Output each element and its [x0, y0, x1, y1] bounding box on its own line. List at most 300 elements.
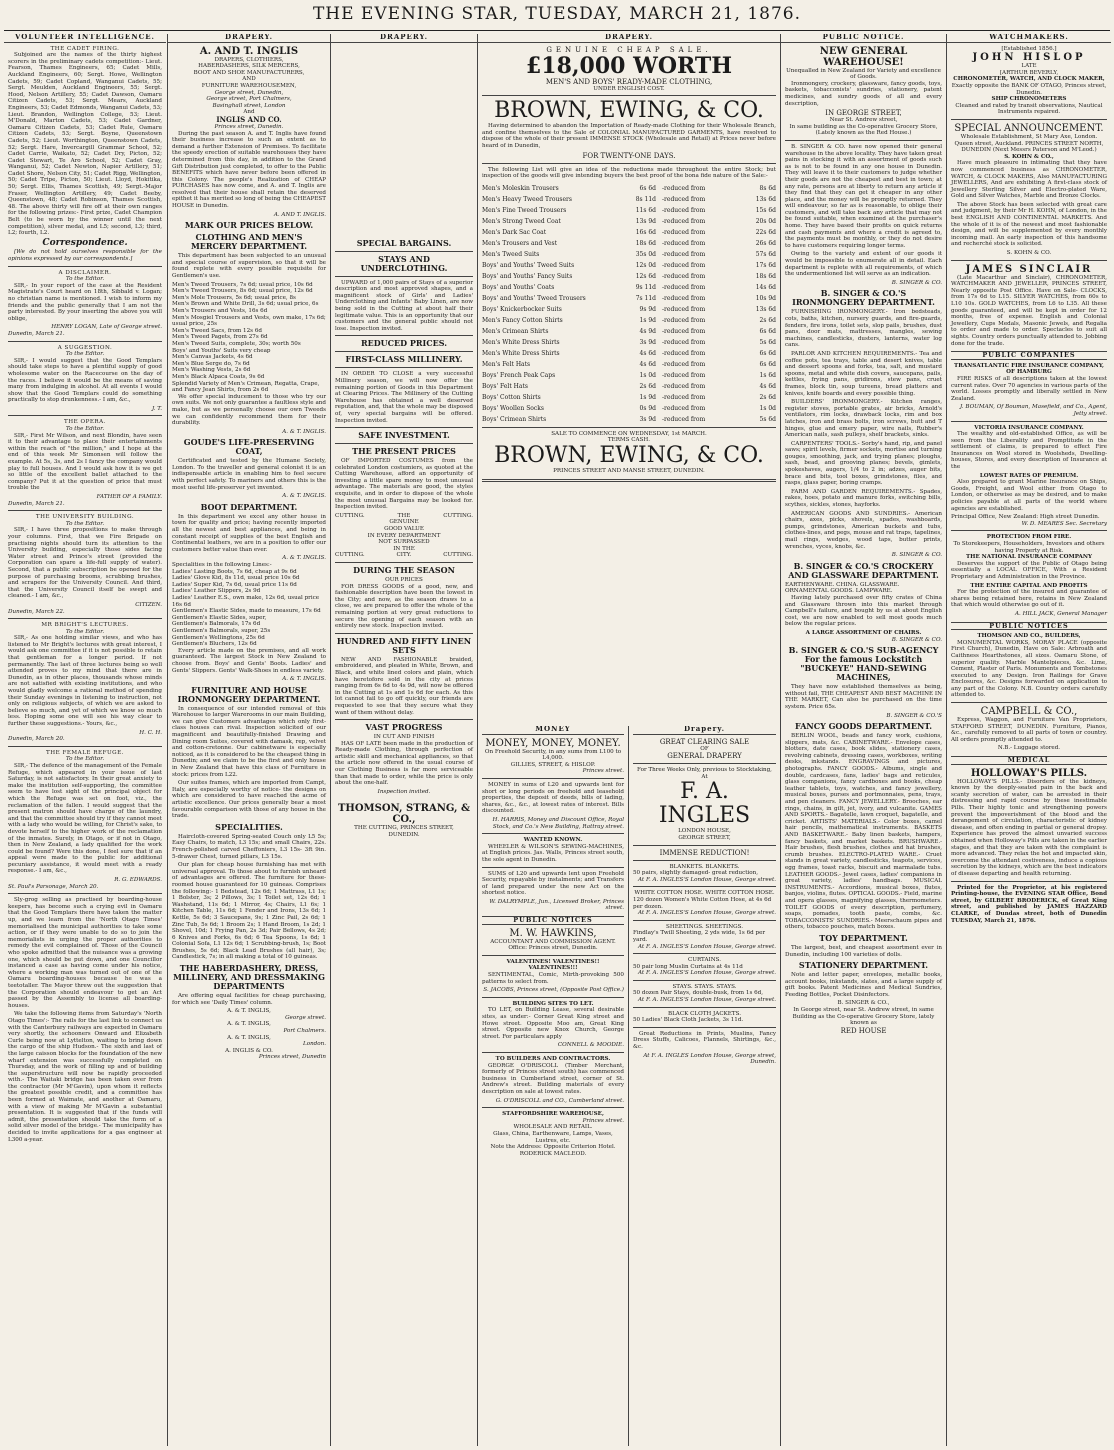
- ad-signature: B. SINGER & CO.: [891, 636, 942, 643]
- letter-text: SIR,- First Mr Wilson, and next Blondin, have seen it to their advantage to place their entertainments within the reach of "the million," and I hope at the end of this week Mr Simonsen will follow the example. At 5s, 3s, and 2s I fancy the company would play to full houses. And I would ask how it is we get so little of the excellent ballet attached to the company? Put it at the question of price that must trouble the: [8, 432, 162, 492]
- ad-signature: B. SINGER & CO.: [891, 279, 942, 286]
- price-item: Boys' and Youths' Coats: [482, 284, 555, 292]
- ad-text: In this department we excel any other house in town for quality and price; having recently imported all the newest and best appliances, and being in constant receipt of supplies of the best English and Continental leathers, we are in a position to offer our customers better value than ever.: [172, 513, 326, 553]
- ad-subhead: THE HABERDASHERY, DRESS, MILLINERY, AND DRESSMAKING DEPARTMENTS: [173, 963, 325, 992]
- ad-subhead: B. SINGER & CO.'S CROCKERY AND GLASSWARE DEPARTMENT.: [788, 560, 939, 580]
- reduced-label: -reduced from: [662, 306, 706, 314]
- ad-line: [Established 1856.]: [1001, 45, 1057, 52]
- divider: [482, 427, 776, 428]
- ad-text: PARLOR AND KITCHEN REQUIREMENTS.- Tea and coffee pots, tea trays, table and desert knives, table and dessert spoons and forks, tea, salt, and mustard spoons, metal and white dish covers, saucepans, pails, kettles, frying pans, gridirons, stew pans, cruet frames, block tin, soup tureens, bread platters and knives, knife boards and every possible thing.: [785, 350, 942, 397]
- price-item: Boys' and Youths' Tweed Suits: [482, 262, 575, 270]
- ad-title: GENUINE CHEAP SALE.: [546, 45, 712, 54]
- divider: [951, 421, 1107, 422]
- price-row: [482, 292, 776, 303]
- letter-to: To the Editor.: [65, 426, 105, 433]
- ad-subhead: TOY DEPARTMENT.: [819, 932, 908, 943]
- ad-text: Every article made on the premises, and all work guaranteed. The largest Stock in New Zealand to choose from. Boys' and Gents' Boots. Ladies' and Gents' Slippers. Gents' Walk-Shoes in endless variety.: [172, 647, 326, 674]
- price-sale: 3s 9d: [639, 339, 657, 347]
- ad-text: TO LET, on Building Lease, several desirable sites, as under:- Corner Great King street and Howe street. Opposite Moo am, Great King street. Opposite new Knox Church, George street. For particulars apply: [482, 1007, 624, 1040]
- ad-text: Certificated and tested by the Humane Society, London. To the traveller and general colonist it is an indispensable article in enabling him to feel secure with perfect safety. To mariners and others this is the most useful life-preserver yet invented.: [172, 458, 326, 491]
- column-heading: DRAPERY.: [331, 34, 477, 43]
- letter-text: SIR,- I would suggest that the Good Templars should take steps to have a plentiful supply of good wholesome water on the Racecourse on the day of the races. I believe it would be the means of saving many from indulging in alcohol. At all events I would show that the Good Templars could do something practically to stop drunkenness.- I am, &c.,: [8, 357, 162, 404]
- ad-text: AMERICAN GOODS AND SUNDRIES.- American chairs, axes, picks, shovels, spades, washboards, pumps, grindstones, American buckets and tubs, clothes-lines, and pegs, mouse and rat traps, tapelines, mail rings, wedges, wood taps, butter prints, wrenches, vyces, knobs, &c.: [785, 510, 942, 550]
- divider: [8, 618, 162, 619]
- ad-line: FURNITURE WAREHOUSEMEN,: [201, 82, 297, 89]
- ad-text: Express, Waggon, and Furniture Van Proprietors, STAFFORD STREET, DUNEDIN. Furniture, Pianos, &c., carefully removed to all parts of town or country. All orders promptly attended to.: [951, 717, 1107, 743]
- ad-title: BLANKETS. BLANKETS.: [669, 863, 740, 870]
- price-line: Men's Tweed Sacs, from 12s 6d: [172, 327, 262, 334]
- ad-text: BERLIN WOOL, beads and fancy work, cushions, slippers, mats, &c. CABINETWARE.- Envelope cases, blotters, date cases, book slides, stationery cases, revolving cabinets, dressing cases, workboxes, writing desks, inkstands. ENGRAVINGS and pictures, photographs. FANCY GOODS.- Albums, single and double, cardcases, fans, ladies' bags and reticules, glass companions, fancy cardboxes and books, cheap leather tablets, toys, watches, and fancy jewellery, musical boxes, purses and portmonnaies, pens, trays, and pen cleaners. FANCY JEWELLERY.- Brooches, ear rings, chains, in gilt, jet, ivory, and vulcanite. GAMES AND SPORTS.- Bagatelle, lawn croquet, bagatelle, and cricket. ARTISTS' MATERIALS.- Color boxes, camel hair pencils, mathematical instruments. BASKETS AND BASKETWARE.- Baby linen baskets, hampers, fancy baskets, and market baskets. BRUSHWARE.- Hair brushes, flesh brushes, clothes and hat brushes, crumb brushes. ELECTRO-PLATED WARE.- Cruet stands in great variety, candlesticks, teapots, services, egg frames, toast racks, biscuit and marmalade tubs. LEATHER GOODS.- Jewel cases, ladies' companions in great variety, ladies' handbags. MUSICAL INSTRUMENTS.- Accordions, musical boxes, flutes, banjos, violins, flutes. OPTICAL GOODS.- Field, marine and opera glasses, magnifying glasses, thermometers. TOILET GOODS of every description, perfumery, soaps, pomades, tooth paste, combs, &c. TOBACCONISTS' SUNDRIES.- Meerschaum pipes and others, tobacco pouches, match boxes.: [785, 733, 942, 931]
- price-sale: 6s 6d: [639, 185, 657, 193]
- reduced-label: -reduced from: [662, 273, 706, 281]
- ad-line: (Lately known as the Red House.): [815, 130, 912, 137]
- divider: [8, 341, 162, 342]
- ad-title: STAYS. STAYS. STAYS.: [672, 983, 737, 990]
- ad-text: FURNISHING IRONMONGERY.- Iron bedsteads, cots, baths, kitchen, nursery guards, and fire-guards, fenders, fire irons, toilet sets, slop pails, brushes, dust pans, door mats, mattresses, mangles, sewing machines, candlesticks, dusters, lanterns, water log cans.: [785, 309, 942, 349]
- letter-title: A SUGGESTION.: [57, 344, 113, 351]
- banner-word: CITY.: [396, 552, 412, 559]
- ad-text: This department has been subjected to an unusual and special course of supervision, so that it will be found replete with every possible requisite for Gentlemen's use.: [172, 253, 326, 280]
- ad-signature: B. SINGER & CO.'S: [886, 712, 942, 719]
- price-sale: 4s 9d: [639, 328, 657, 336]
- divider: [8, 893, 162, 894]
- divider: [633, 980, 776, 981]
- divider: [482, 1107, 624, 1108]
- letter-title: MR BRIGHT'S LECTURES.: [41, 622, 129, 629]
- banner-word: CUTTING.: [443, 512, 473, 519]
- ad-line: LOWEST RATES OF PREMIUM.: [979, 472, 1079, 479]
- ad-line: CHRONOMETER, WATCH, AND CLOCK MAKER,: [953, 76, 1105, 83]
- ad-signature: S. KOHN & CO.: [1006, 250, 1052, 257]
- ad-title: STAFFORDSHIRE WAREHOUSE,: [502, 1111, 604, 1118]
- ad-subhead: VAST PROGRESS: [365, 722, 443, 733]
- ad-line: At: [701, 773, 708, 780]
- letter-text: SIR,- I have three propositions to make through your columns. First, that we Fire Brigade on practising nights should turn its attention to the University building, especially those sides facing Water street and Prince's street (provided the Corporation can spare a life-full supply of water). Second, that a public subscription be opened for the purpose of purchasing brooms, scrubbing brushes, and scrapers for the University Council. And third, that the University Council itself be swept and cleaned.- I am, &c.,: [8, 527, 162, 600]
- price-original: 4s 6d: [759, 383, 776, 391]
- ad-line: Unequalled in New Zealand for Variety and excellence of Goods.: [786, 67, 941, 81]
- ad-signature: S. JACOBS, Princes street, (Opposite Post Office.): [483, 987, 624, 994]
- ad-text: MONUMENTAL WORKS, MORAY PLACE (opposite First Church), Dunedin, Have on Sale: Arbroath and Caithness Hearthstones, all sizes. Oamaru Stone, of superior quality. Marble Mantelpieces, &c. Lime, Cement, Plaster of Paris. Monuments and Tombstones executed to any Design. Iron Railings for Grave Enclosures, &c. Designs forwarded on application to any part of the Colony. N.B. Country orders carefully attended to.: [951, 639, 1107, 699]
- price-item: Men's Moleskin Trousers: [482, 185, 559, 193]
- ad-text: FIRE RISKS of all descriptions taken at the lowest current rates. Over 70 agencies in various parts of the world. Losses promptly and liberally settled in New Zealand.: [951, 375, 1107, 402]
- ad-text: HOLLOWAY'S PILLS.- Disorders of the kidneys, known by the deeply-seated pain in the back and scanty secretion of water, can be arrested in their distressing and rapid course by these inestimable Pills. Their highly tonic and strengthening powers prevent the impoverishment of the blood and the derangement of circulation, characteristic of kidney disease, and often ending in partial or general dropsy. Experience has proved the almost unvaried success obtained when Holloway's Pills are taken in the earlier stages, and that they are taken with the complaint is more advanced. They relax the hot and impacted skin, overcome the attendant costiveness, induce a copious secretion by the kidneys, which are the best indicators of disease departing and health returning.: [951, 778, 1107, 877]
- price-line: Men's Washing Vests, 2s 6d: [172, 367, 251, 374]
- ad-line: GOOD VALUE: [384, 526, 424, 533]
- price-item: Men's Dark Sac Coat: [482, 229, 547, 237]
- price-original: 26s 6d: [755, 240, 776, 248]
- price-row: [482, 237, 776, 248]
- divider: [8, 415, 162, 416]
- price-line: Boys' and Youths' Suits very cheap: [172, 347, 271, 354]
- price-row: [482, 226, 776, 237]
- ad-line: OUR PRICES: [385, 577, 423, 583]
- ad-text: We offer special inducement to those who try our own suits. We not only guarantee a faultless style and make, but as we personally choose our own Tweeds we can confidently recommend them for their durability.: [172, 393, 326, 427]
- price-sale: 12s 0d: [635, 262, 657, 270]
- ad-firm: F. A. INGLES: [658, 779, 751, 829]
- letter-signature: CITIZEN.: [135, 601, 162, 608]
- ad-title: GREAT CLEARING SALE: [659, 737, 750, 746]
- masthead: THE EVENING STAR, TUESDAY, MARCH 21, 1876.: [312, 4, 802, 24]
- section-heading: PUBLIC NOTICES: [951, 622, 1107, 631]
- section-heading: MEDICAL: [951, 756, 1107, 765]
- ad-subhead: SPECIALITIES.: [215, 821, 283, 832]
- price-sale: 7s 11d: [635, 295, 657, 303]
- ad-title: BLACK CLOTH JACKETS.: [667, 1010, 742, 1017]
- ad-text: OF IMPORTED COSTUMES from the celebrated London costumiers, as quoted at the Cutting Warehouse, afford an opportunity of investing a little spare money to most unusual advantage. The materials are good, the styles exquisite, and in order to dispose of the whole the most unusual Bargains may be looked for. Inspection invited.: [335, 458, 473, 511]
- price-item: Men's Strong Tweed Coat: [482, 218, 561, 226]
- letter-to: To the Editor.: [65, 520, 105, 527]
- ad-line: A LARGE ASSORTMENT OF CHAIRS.: [805, 629, 922, 636]
- price-row: [482, 259, 776, 270]
- ad-text: HAS OF LATE been made in the production of Ready-made Clothing, through perfection of artistic skill and mechanical appliances, so that the article now offered in the usual course of our Clothing Business is far more serviceable than that made to order, while the price is only about the one-half.: [335, 740, 473, 787]
- ad-line: LATE: [1021, 63, 1037, 70]
- ad-line: Note the Address: Opposite Criterion Hotel. RODERICK MACLEOD.: [490, 1144, 616, 1157]
- price-line: Gentlemen's Balmorals, 17s 6d: [172, 621, 261, 628]
- divider: [482, 997, 624, 998]
- column-volunteer: [4, 34, 166, 1446]
- divider: [633, 860, 776, 861]
- ad-signature: A. & T. INGLIS.: [282, 428, 326, 435]
- price-item: Men's Felt Hats: [482, 361, 531, 369]
- price-line: Men's Tweed Pagets, from 27s 6d: [172, 334, 268, 341]
- price-row: [482, 402, 776, 413]
- ad-signature: A. & T. INGLIS,: [227, 1034, 271, 1041]
- ad-line: And: [243, 109, 255, 116]
- ad-line: NOT SURPASSED: [378, 539, 430, 546]
- price-line: Gentlemen's Wellingtons, 25s 6d: [172, 634, 265, 641]
- divider: [335, 351, 473, 352]
- price-original: 2s 6d: [759, 317, 776, 325]
- ad-subhead: HUNDRED AND FIFTY LINEN SETS: [336, 635, 472, 655]
- ad-line: Basinghall street, London: [212, 102, 286, 109]
- ad-line: HABERDASHERS, SILK MERCERS,: [198, 63, 300, 70]
- ad-line: Near St. Andrew street,: [829, 117, 898, 124]
- price-original: 13s 6d: [755, 306, 776, 314]
- divider: [633, 845, 776, 846]
- banner-word: THE: [397, 512, 411, 519]
- price-item: Men's White Dress Shirts: [482, 339, 560, 347]
- ad-line: UNDER ENGLISH COST.: [593, 85, 665, 92]
- price-row: [482, 314, 776, 325]
- ad-text: The following List will give an idea of the reductions made throughout the entire Stock; but inspection of the goods will give intending buyers the best proof of the bona fide nature of the Sale:-: [482, 166, 776, 180]
- ad-text: SUMS of L20 and upwards lent upon Freehold Security, repayable by instalments; and Transfers of land prepared under the new Act on the shortest notice.: [482, 870, 624, 897]
- price-sale: 35s 0d: [635, 251, 657, 259]
- price-line: Men's Tweed Trousers, 7s 6d; usual price, 10s 6d: [172, 281, 313, 288]
- reduced-label: -reduced from: [662, 394, 706, 402]
- price-sale: 18s 6d: [635, 240, 657, 248]
- price-line: Ladies' Glove Kid, 8s 11d, usual price 10s 6d: [172, 575, 300, 582]
- price-item: Boys' French Peak Caps: [482, 372, 556, 380]
- ad-subhead: SPECIAL BARGAINS.: [356, 237, 452, 248]
- ad-line: Exactly opposite the BANK OF OTAGO, Princes street, Dunedin.: [951, 82, 1107, 96]
- price-sale: 13s 9d: [635, 218, 657, 226]
- divider: [335, 719, 473, 720]
- letter-date: Dunedin, March 22.: [8, 608, 65, 615]
- price-item: Boys' Crimean Shirts: [482, 416, 547, 424]
- ad-line: DUNEDIN.: [388, 832, 420, 839]
- column-heading: PUBLIC NOTICE.: [781, 34, 946, 43]
- column-heading: DRAPERY.: [168, 34, 330, 43]
- column-heading: VOLUNTEER INTELLIGENCE.: [4, 34, 166, 43]
- ad-signature: A. & T. INGLIS,: [227, 1021, 271, 1028]
- ad-title: M. W. HAWKINS,: [509, 927, 597, 939]
- ad-text: UPWARD of 1,000 pairs of Stays of a superior description and most approved shapes, and a magnificent stock of Girls' and Ladies' Underclothing and Infants' Baby Linen, are now being sold in the Cutting at about half their legitimate value. This is an opportunity that our customers and the general public should not lose. Inspection invited.: [335, 279, 473, 332]
- ad-subhead: MARK OUR PRICES BELOW.: [184, 220, 314, 231]
- ad-signature: A. INGLIS & CO.: [225, 1047, 273, 1054]
- ad-title: TRANSATLANTIC FIRE INSURANCE COMPANY, OF HAMBURG: [954, 362, 1104, 376]
- price-row: [482, 303, 776, 314]
- ad-headline: £18,000 WORTH: [525, 52, 733, 79]
- sub-columns: [478, 726, 780, 1446]
- section-heading: PUBLIC COMPANIES: [951, 351, 1107, 360]
- ad-signature: G. O'DRISCOLL and CO., Cumberland street.: [495, 1097, 624, 1104]
- ad-signature: A. & T. INGLIS.: [282, 676, 326, 683]
- price-item: Boys' and Youths' Tweed Trousers: [482, 295, 586, 303]
- ad-subhead: THE PRESENT PRICES: [352, 446, 456, 457]
- reduced-label: -reduced from: [662, 317, 706, 325]
- ad-line: [ARTHUR BEVERLY,: [999, 69, 1059, 76]
- reduced-label: -reduced from: [662, 262, 706, 270]
- reduced-label: -reduced from: [662, 383, 706, 391]
- ad-text: 50 dozen Pair Stays, double-busk, from 1s 6d,: [633, 990, 764, 997]
- price-original: 22s 6d: [755, 229, 776, 237]
- section-heading: Correspondence.: [42, 237, 128, 248]
- ad-line: PRINCES STREET AND MANSE STREET, DUNEDIN.: [553, 467, 705, 474]
- price-original: 8s 6d: [759, 185, 776, 193]
- ad-line: For Three Weeks Only, previous to Stocktaking,: [637, 767, 772, 774]
- ad-line: Office: Princes street, Dunedin.: [508, 945, 598, 952]
- ad-subhead: GOUDE'S LIFE-PRESERVING COAT,: [183, 437, 315, 457]
- cutting-banner: [335, 513, 473, 520]
- price-row: [482, 270, 776, 281]
- letter-signature: H. C. H.: [139, 729, 162, 736]
- price-item: Boys' Woollen Socks: [482, 405, 544, 413]
- divider: [8, 746, 162, 747]
- section-heading: PUBLIC NOTICES: [482, 916, 624, 925]
- ad-subhead: STAYS AND UNDERCLOTHING.: [360, 253, 448, 273]
- column-drapery-ingles: [629, 726, 780, 1446]
- divider: [633, 953, 776, 954]
- ad-line: Princes street.: [582, 1117, 624, 1124]
- price-item: Men's Heavy Tweed Trousers: [482, 196, 572, 204]
- ad-title: VALENTINES! VALENTINES!! VALENTINES!!!: [506, 958, 600, 972]
- ad-text: Note and letter paper, envelopes, metallic books, account books, inkstands, slates, and a large supply of gift books. Patent Medicines and Medical Sundries, Feeding Bottles, Pocket Disinfectors.: [785, 972, 942, 998]
- ad-title: VICTORIA INSURANCE COMPANY.: [974, 424, 1084, 431]
- price-original: 1s 6d: [759, 372, 776, 380]
- ad-line: Inspection invited.: [377, 788, 431, 795]
- column-public-notice: [780, 34, 946, 1446]
- price-row: [482, 336, 776, 347]
- ad-text: Deserves the support of the Public of Otago being essentially a LOCAL OFFICE, With a Resident Proprietary and Administration in the Province.: [951, 560, 1107, 580]
- price-row: [482, 391, 776, 402]
- ad-text: EARTHENWARE. CHINA. GLASSWARE. ORNAMENTAL GOODS. LAMPWARE.: [785, 581, 900, 595]
- column-heading: Drapery.: [633, 726, 776, 735]
- price-row: [482, 369, 776, 380]
- price-original: 6s 6d: [759, 361, 776, 369]
- ad-line: GILLIES, STREET, & HISLOP.: [510, 761, 596, 768]
- divider: [951, 119, 1107, 120]
- ad-title: BUILDING SITES TO LET.: [512, 1000, 594, 1007]
- ad-signature: At F. A. INGLES London House, George street, Dunedin.: [643, 1052, 776, 1066]
- reduced-label: -reduced from: [662, 229, 706, 237]
- banner-word: CUTTING.: [335, 512, 365, 519]
- price-original: 6s 6d: [759, 328, 776, 336]
- ad-title: PROTECTION FROM FIRE.: [986, 534, 1072, 541]
- ad-line: Cleaned and rated by transit observations, Nautical Instruments repaired.: [955, 102, 1103, 116]
- ad-title: NEW GENERAL WAREHOUSE!: [819, 45, 908, 68]
- reduced-label: -reduced from: [662, 372, 706, 380]
- ad-line: Princes street, Dunedin.: [214, 123, 284, 130]
- price-sale: 9s 9d: [639, 306, 657, 314]
- ad-signature: B. SINGER & CO.: [891, 552, 942, 559]
- price-original: 1s 0d: [759, 405, 776, 413]
- price-line: Ladies' Lasting Boots, 7s 6d, cheap at 9s 6d: [172, 568, 297, 575]
- divider: [482, 1052, 624, 1053]
- article-title: THE CADET FIRING.: [50, 45, 120, 52]
- divider: [335, 251, 473, 252]
- price-sale: 3s 9d: [639, 416, 657, 424]
- price-sale: 12s 6d: [635, 273, 657, 281]
- letter-title: THE OPERA.: [64, 419, 106, 426]
- price-row: [482, 281, 776, 292]
- ad-line: THE CUTTING, PRINCES STREET,: [354, 825, 454, 832]
- ad-subhead: FURNITURE AND HOUSE IRONMONGERY DEPARTMENT.: [177, 684, 321, 704]
- ad-subhead: FANCY GOODS DEPARTMENT.: [795, 721, 932, 732]
- ad-title: IMMENSE REDUCTION!: [659, 848, 750, 857]
- ad-signature: Princes street, Dunedin: [258, 1054, 326, 1061]
- divider: [633, 1027, 776, 1028]
- ad-signature: A. & T. INGLIS.: [282, 493, 326, 500]
- price-row: [482, 248, 776, 259]
- ad-line: GENUINE: [389, 519, 419, 526]
- ad-line: S. KOHN & CO.,: [1004, 153, 1054, 160]
- price-line: Gentlemen's Elastic Sides, made to measure, 17s 6d: [172, 608, 321, 615]
- reduced-label: -reduced from: [662, 350, 706, 358]
- letter-to: To the Editor.: [65, 756, 105, 763]
- ad-subhead: BOOT DEPARTMENT.: [200, 501, 298, 512]
- letter-to: To the Editor.: [65, 351, 105, 358]
- price-sale: 11s 6d: [635, 207, 657, 215]
- price-line: Men's Brown and White Drill, 3s 6d; usual price, 6s: [172, 301, 319, 308]
- column-drapery-inglis: [167, 34, 330, 1446]
- letter-signature: J. T.: [151, 405, 162, 412]
- letter-signature: HENRY LOGAN, Late of George street.: [51, 324, 162, 331]
- ad-text: During the past season A. and T. Inglis have found their business increase to such an extent as to demand a further Extension of Premises. To facilitate the speedy erection of suitable warehouses they have determined from this day, in addition to the Grand Gift Distribution just completed, to offer to the Public BENEFITS which have never before been offered in this Colony. The people's Realization of CHEAP PURCHASES has now come, and A. and T. Inglis are resolved that their house shall retain the deserved epithet it has merited so long of being the CHEAPEST HOUSE in Dunedin.: [172, 130, 326, 210]
- price-original: 6s 6d: [759, 350, 776, 358]
- editor-note: [We do not hold ourselves responsible for the opinions expressed by our correspondents.]: [8, 249, 162, 262]
- ad-signature: H. HARRIS, Money and Discount Office, Royal Stock, and Co.'s New Building, Rattray street.: [492, 816, 624, 830]
- price-line: Men's Mosgiel Trousers and Vests, own make, 17s 6d; usual price, 25s: [172, 314, 326, 328]
- reduced-label: -reduced from: [662, 295, 706, 303]
- ad-line: SALE TO COMMENCE ON WEDNESDAY, 1st MARCH.: [551, 430, 707, 437]
- reduced-label: -reduced from: [662, 240, 706, 248]
- ad-title: INGLIS AND CO.: [216, 114, 282, 124]
- ad-signature: W. DALRYMPLE, Jun., Licensed Broker, Princes street.: [489, 898, 624, 912]
- divider: [633, 920, 776, 921]
- ad-text: 120 dozen Women's White Cotton Hose, at 4s 6d per dozen.: [633, 896, 772, 910]
- ad-title: JOHN HISLOP: [972, 52, 1086, 64]
- ad-signature: George street.: [285, 1014, 326, 1021]
- ad-text: NEW AND FASHIONABLE braided, embroidered, and pleated in White, Brown, and Black, and white lined colors and plain, which have heretofore sold in the city at prices ranging from 6s 6d to 4s 9d, will now be offered in the Cutting at 1s and 1s 6d for each. As this lot cannot fail to go off quickly, our friends are requested to see that they secure what they want of them without delay.: [335, 656, 473, 716]
- letter-date: Dunedin, March 21.: [8, 330, 65, 337]
- divider: [951, 260, 1107, 261]
- ad-line: FOR TWENTY-ONE DAYS.: [582, 151, 676, 160]
- ad-text: FOR DRESS GOODS of a good, new, and fashionable description have been the lowest in the City; and now, as the season draws to a close, we are prepared to offer the whole of the remaining portion at very great reductions to secure the opening of each season with an entirely new stock. Inspection invited.: [335, 583, 473, 630]
- ad-line: SHIP CHRONOMETERS: [991, 96, 1067, 103]
- ad-text: SENTIMENTAL, Comic, Mirth-provoking 500 patterns to select from.: [482, 972, 624, 985]
- divider: [482, 955, 624, 956]
- divider: [335, 335, 473, 336]
- letter-title: THE UNIVERSITY BUILDING.: [35, 514, 135, 521]
- ad-subhead: CLOTHING AND MEN'S MERCERY DEPARTMENT.: [190, 232, 308, 252]
- ad-subhead: FIRST-CLASS MILLINERY.: [345, 354, 463, 365]
- letter-date: Dunedin, March 20.: [8, 736, 65, 743]
- price-item: Men's Fancy Cotton Shirts: [482, 317, 563, 325]
- ad-text: Great Reductions in Prints, Muslins, Fancy Dress Stuffs, Calicoes, Flannels, Shirtings, &c., &c.: [633, 1030, 776, 1051]
- ad-text: Our plan for cheap house furnishing has met with universal approval. To those about to furnish unheard of advantages are offered. The furniture for these-roomed house guaranteed for 10 guineas. Comprises the following:- 1 Bedstead, 12s 6d; 1 Mattrass, L1 1s; 1 Bolster, 3s; 2 Pillows, 3s; 1 Toilet set, 12s 6d; 1 Washstand, 11s 6d; 1 Mirror, 4s; Chairs, L1 6s; 1 Kitchen Table, 11s 6d; 1 Fender and Irons, 13s 6d; 1 Kettle, 5s 6d; 3 Saucepans, 9s; 1 Zinc Pail, 2s 6d; 1 Zinc Tub, 5s 6d; 1 Broom 2s; 1 Hand Broom, 1s 2d; 1 Shovel, 10d; 1 Frying Pan, 2s 3d; Pair Bellows, 4s 2d; 6 Knives and Forks, 6s 6d; 6 Tea Spoons, 1s 6d; 1 Colonial Sofa, L1 12s 6d; 1 Scrubbing-brush, 1s; Boot Brushes, 5s 6d; Black Lead Brushes (all hair), 3s; Candlestick, 7s; in all making a total of 10 guineas.: [172, 862, 326, 961]
- column-drapery-brown-ewing: [477, 34, 780, 1446]
- price-row: [482, 193, 776, 204]
- ad-line: OF: [700, 745, 709, 752]
- ad-subhead: B. SINGER & CO.'S IRONMONGERY DEPARTMENT.: [792, 288, 935, 308]
- ad-text: WHEELER & WILSON'S SEWING-MACHINES, at English prices. Jas. Walls, Princes street south, the sole agent in Dunedin.: [482, 843, 624, 863]
- price-sale: 1s 0d: [639, 372, 657, 380]
- ad-title: THOMSON, STRANG, & CO.,: [337, 803, 471, 826]
- ad-text: GEORGE O'DRISCOLL (Timber Merchant, formerly of Princes street south) has commenced business in Cumberland street, corner of St. Andrew's street. Building materials of every description on sale at lowest rates.: [482, 1062, 624, 1095]
- price-row: [482, 325, 776, 336]
- banner-word: CUTTING.: [443, 552, 473, 559]
- ad-line: MEN'S AND BOYS' READY-MADE CLOTHING,: [545, 77, 713, 86]
- ad-line: IN THE: [393, 545, 415, 552]
- price-line: Men's Mole Trousers, 5s 6d; usual price, 8s: [172, 294, 296, 301]
- price-line: Men's Blue Serge do, 7s 6d: [172, 360, 250, 367]
- price-item: Men's Trousers and Vest: [482, 240, 558, 248]
- ad-line: WHOLESALE AND RETAIL.: [513, 1124, 593, 1131]
- ad-title: WHITE COTTON HOSE. WHITE COTTON HOSE.: [634, 890, 775, 897]
- price-item: Men's White Dress Shirts: [482, 350, 560, 358]
- imprint: Printed for the Proprietor, at his registered Printing-house, the EVENING STAR Office, Bond street, by GILBERT BRODERICK, of Great King street, and published by JAMES HAZZARD CLARKE, of Dundas street, both of Dunedin TUESDAY, March 21, 1876.: [951, 884, 1107, 924]
- price-row: [482, 347, 776, 358]
- news-paragraph: Sly-grog selling as practised by boarding-house keepers, has become such a crying evil in Oamaru that the Good Templars there have taken the matter up, and we learn from the 'North Otago Times' memorialised the municipal authorities to take some action, or if they were unable to do so to join the memorialists in urging the proper authorities to remedy the evil complained of. Those of the Council who spoke admitted that the nuisance was a growing one, which should be put down, and one Councillor instanced a case as having come under his notice, where a working man was turned out of one of the Oamaru boarding-houses because he was a teetotaller. The Mayor threw out the suggestion that the Corporation should endeavour to get an Act passed by the Assembly to license all boarding-houses.: [8, 897, 162, 1009]
- price-original: 18s 6d: [755, 273, 776, 281]
- reduced-label: -reduced from: [662, 218, 706, 226]
- ad-text: Having determined to abandon the Importation of Ready-made Clothing for their Wholesale Branch, and confine themselves to the Sale of COLONIAL MANUFACTURED GARMENTS, have resolved to dispose of the whole of their present IMMENSE STOCK (Wholesale and Retail) at Prices never before heard of in Dunedin,: [482, 123, 776, 149]
- price-original: 14s 6d: [755, 284, 776, 292]
- ad-signature: CONNELL & MOODIE.: [557, 1042, 624, 1049]
- price-line: Gentlemen's Bluchers, 12s 6d: [172, 641, 257, 648]
- price-original: 10s 9d: [755, 295, 776, 303]
- ad-line: To Storekeepers, Householders, Investors and others having Property at Risk.: [953, 541, 1105, 554]
- divider: [335, 633, 473, 634]
- ad-firm: BROWN, EWING, & CO.: [494, 442, 764, 468]
- ad-title: JAMES SINCLAIR: [965, 263, 1093, 275]
- ad-line: DRAPERS, CLOTHIERS,: [214, 56, 284, 63]
- price-item: Men's Fine Tweed Trousers: [482, 207, 567, 215]
- ad-text: B. SINGER & CO. have now opened their general warehouse in the above locality. They have taken great pains in stocking it with an assortment of goods such as is not to be found in any one house in Dunedin. They will leave it to their customers to judge whether their goods are not the cheapest and best in town; at any rate, persons are at liberty to return any article if they find that they can get it cheaper in any other place, and the money will be promptly returned. They will endeavour, so far as is reasonable, to oblige their customers, and will take back any article that may not be found suitable, when examined at the purchaser's home. They have based their profits on quick returns and cash payments and where a credit is agreed to, the payments must be monthly, or they do not desire to have customers requiring longer terms.: [785, 143, 942, 249]
- price-row: [482, 380, 776, 391]
- ad-text: For the protection of the insured and guarantee of shares being retained here, retains in New Zealand that which would otherwise go out of it.: [951, 589, 1107, 609]
- ad-text: BUILDERS' IRONMONGERY.- Kitchen ranges, register stoves, portable grates, air bricks, Arnold's ventilators, rim locks, drawback locks, rim and box latches, iron and brass bolts, iron screws, butt and T hinges, glue and emery paper, wire nails, Rubber's American nails, sash pulleys, shelf brackets, sinks.: [785, 399, 942, 439]
- reduced-label: -reduced from: [662, 251, 706, 259]
- price-line: Ladies' Super Kid, 7s 6d, usual price 11s 6d: [172, 581, 297, 588]
- ad-text: Findlay's Twill Sheeting, 2 yds wide, 1s 6d per yard.: [633, 930, 766, 943]
- banner-word: CUTTING.: [335, 552, 365, 559]
- ad-signature: W. D. MEARES Sec. Secretary: [1021, 520, 1107, 527]
- ad-line: TERMS CASH.: [607, 437, 651, 444]
- article-text: Subjoined are the names of the thirty highest scorers in the preliminary cadets competition:- Lieut. Fearson, Thames Engineers, 65; Cadet Mills, Auckland Engineers, 60; Sergt. Howe, Wellington Cadets, 59; Cadet Copland, Wanganui Cadets, 55; Sergt. Meulden, Auckland Engineers, 55; Sergt. Hood, Nelson Artillery, 55; Cadet Dawson, Oamaru Citizen Cadets, 53; Sergt. Mears, Auckland Engineers, 53; Cadet Edmonds, Wanganui Cadets, 53; Lieut. Brandon, Wellington College, 53; Lieut. M'Donald, Marton Cadets, 53; Cadet Gardner, Oamaru Citizen Cadets, 53; Cadet Rule, Oamaru Citizen Cadets, 53; Sergt. Boyne, Queenstown Cadets, 52; Lieut. Worthington, Queenstown Cadets, 52; Sergt. Hare, Invercargill Grammar School, 52; Cadet Carrie, Waikato, 52; Cadet Dry, Picton, 52; Cadet Stewart, Te Aro School, 52; Cadet Gray, Wanganui, 52; Cadet Newton, Napier Artillery, 51; Cadet Shore, Nelson City, 51; Cadet Rigg, Wellington, 50; Cadet Tripe, Picton, 50; Lieut. Lloyd, Hokitika, 50; Sergt. Ellis, Thames Scottish, 49; Sergt.-Major Fraser, Wellington Artillery, 49; Cadet Beeby, Queenstown, 48; Cadet Robinson, Thames Scottish, 48. The above thirty will fire off at their own ranges for the following prizes:- First prize, Cadet Champion Belt (to be worn by the winner until the next competition), silver medal, and L5; second, L3; third, L2; fourth, L2.: [8, 52, 162, 237]
- ad-signature: At F. A. INGLES'S London House, George street.: [637, 876, 776, 883]
- ad-signature: At F. A. INGLES'S London House, George street.: [637, 943, 776, 950]
